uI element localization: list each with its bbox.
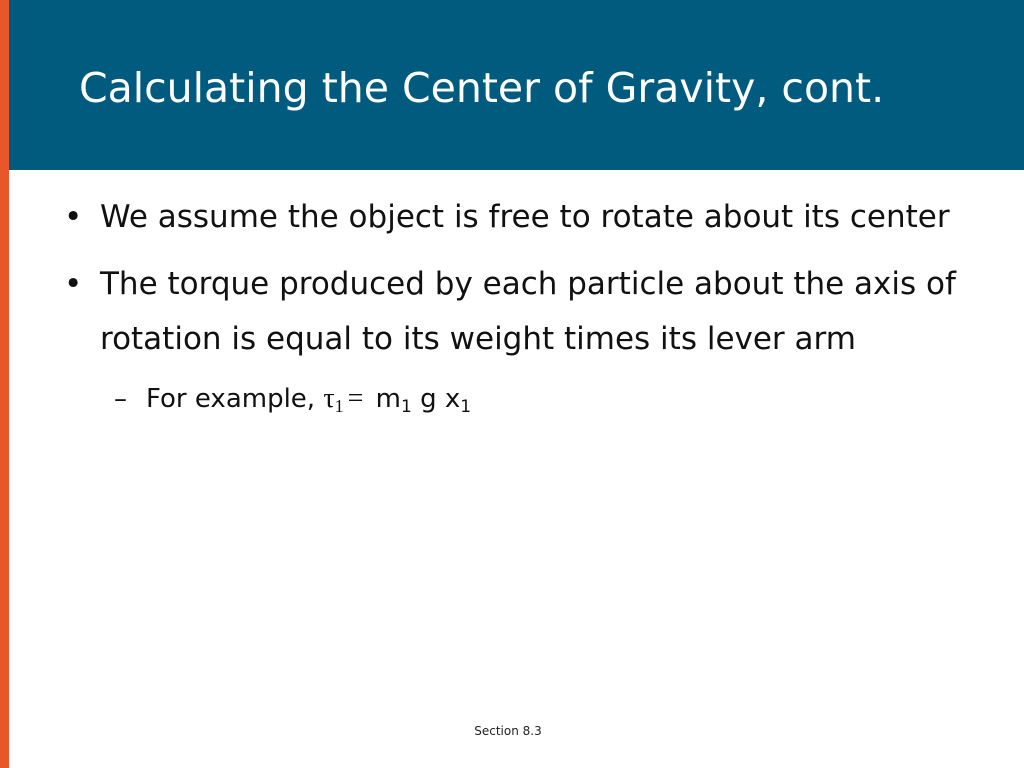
- bullet-marker: •: [64, 199, 83, 235]
- bullet-item-1: [0, 190, 960, 245]
- bullet-text: The torque produced by each particle about the axis of rotation is equal to its weight times its lever arm: [100, 266, 956, 357]
- mass-subscript: 1: [400, 397, 412, 417]
- example-prefix: For example,: [146, 384, 324, 414]
- bullet-marker: •: [64, 266, 83, 302]
- footer-section-label: Section 8.3: [474, 724, 542, 738]
- tau-symbol: τ: [323, 383, 335, 414]
- sub-bullet-example: [0, 379, 1024, 419]
- gravity-and-x: g x: [411, 384, 461, 414]
- title-banner: [9, 0, 1024, 170]
- bullet-item-2: [0, 257, 960, 367]
- bullet-text: We assume the object is free to rotate about its center: [100, 199, 950, 235]
- tau-subscript: 1: [334, 396, 344, 416]
- slide-title: Calculating the Center of Gravity, cont.: [79, 64, 885, 112]
- slide-content: [0, 190, 1024, 419]
- sub-bullet-marker: –: [114, 384, 127, 414]
- mass-symbol: m: [367, 384, 401, 414]
- x-subscript: 1: [460, 397, 472, 417]
- equals-sign: =: [347, 383, 364, 414]
